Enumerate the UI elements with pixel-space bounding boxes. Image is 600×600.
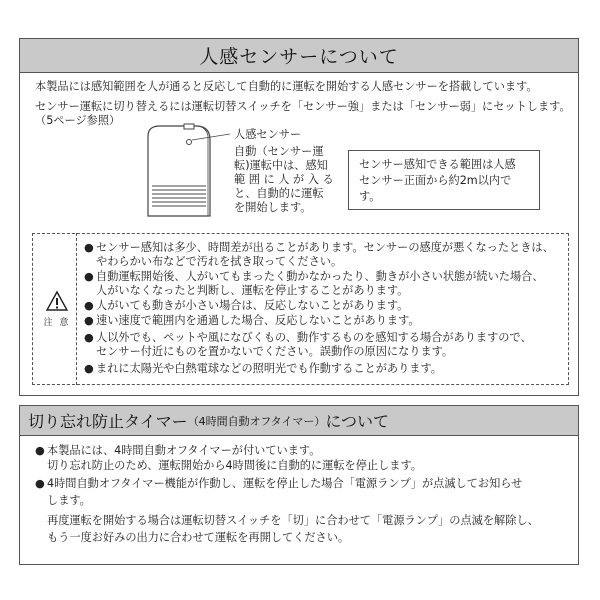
caution-item-3: ● 人がいても動きが小さい場合は、反応しないことがあります。 [84, 299, 409, 312]
timer-item-2-line-1: ● 4時間自動オフタイマー機能が作動し、運転を停止した場合「電源ランプ」が点滅してお知らせ [35, 477, 523, 490]
page-reference: （5ページ参照） [35, 114, 121, 127]
caution-item-1-line-1: ● センサー感知は多少、時間差が出ることがあります。センサーの感度が悪くなったときは、 [84, 241, 554, 254]
caution-item-5-line-1: ● 人以外でも、ペットや風になびくもの、動作するものを感知する場合がありますので、 [84, 331, 532, 344]
caution-item-2-line-1: ● 自動運転開始後、人がいてもまったく動かなかったり、動きが小さい状態が続いた場合、 [84, 270, 544, 283]
timer-item-2-line-4: もう一度お好みの出力に合わせて運転を再開してください。 [47, 531, 350, 544]
callout-line-2: センサー正面から約2m以内で [359, 174, 512, 187]
callout-line-1: センサー感知できる範囲は人感 [359, 158, 516, 171]
caution-item-2-line-2: 人がいなくなったと判断し、運転を停止することがあります。 [96, 284, 409, 297]
timer-item-1-line-2: 切り忘れ防止のため、運転開始から4時間後に自動的に運転を停止します。 [47, 459, 422, 472]
bullet-icon: ● [84, 314, 94, 327]
timer-item-1-line-1: ● 本製品には、4時間自動オフタイマーが付いています。 [35, 444, 321, 457]
intro-text: 本製品には感知範囲を人が通ると反応して自動的に運転を開始する人感センサーを搭載しています。 [35, 80, 538, 93]
sensor-dot-icon [187, 140, 192, 145]
caution-item-5-line-2: センサー付近にものを置かないでください。誤動作の原因になります。 [96, 345, 454, 358]
bullet-icon: ● [35, 444, 45, 457]
timer-title-sub: （4時間自動オフタイマー） [187, 414, 326, 428]
callout-line-3: す。 [359, 190, 381, 203]
caution-item-4: ● 速い速度で範囲内を通過した場合、反応しないことがあります。 [84, 314, 420, 327]
timer-item-2-line-2: します。 [47, 494, 91, 507]
sensor-range-callout [348, 150, 540, 210]
switch-instruction-text: センサー運転に切り替えるには運転切替スイッチを「センサー強」または「センサー弱」にセットします。 [35, 100, 571, 113]
caution-item-6: ● まれに太陽光や白熱電球などの照明光でも作動することがあります。 [84, 362, 442, 375]
caution-icon-group [42, 290, 72, 334]
timer-item-2-line-3: 再度運転を開始する場合は運転切替スイッチを「切」に合わせて「電源ランプ」の点滅を解除し、 [47, 514, 539, 527]
auto-text-line-1: 自動（センサー運 [234, 145, 324, 158]
auto-text-line-2: 転)運転中は、感知 [234, 159, 328, 172]
timer-title-main: 切り忘れ防止タイマー [28, 412, 188, 431]
bullet-icon: ● [84, 299, 94, 312]
sensor-label: 人感センサー [234, 128, 302, 141]
caution-label: 注 意 [43, 318, 71, 328]
bullet-icon: ● [84, 270, 94, 283]
auto-text-line-5: を開始します。 [234, 201, 312, 214]
auto-text-line-3: 範 囲 に 人 が 入 る [234, 173, 334, 186]
timer-section-title [20, 406, 578, 436]
bullet-icon: ● [84, 331, 94, 344]
caution-divider [76, 233, 77, 385]
auto-text-line-4: と、自動的に運転 [234, 187, 324, 200]
bullet-icon: ● [84, 362, 94, 375]
warning-triangle-icon [45, 290, 69, 312]
caution-item-1-line-2: やわらかい布などで汚れを拭き取ってください。 [96, 255, 343, 268]
bullet-icon: ● [35, 477, 45, 490]
timer-title-end: について [325, 412, 390, 431]
bullet-icon: ● [84, 241, 94, 254]
sensor-section-title: 人感センサーについて [20, 39, 578, 73]
heater-illustration [140, 120, 230, 220]
